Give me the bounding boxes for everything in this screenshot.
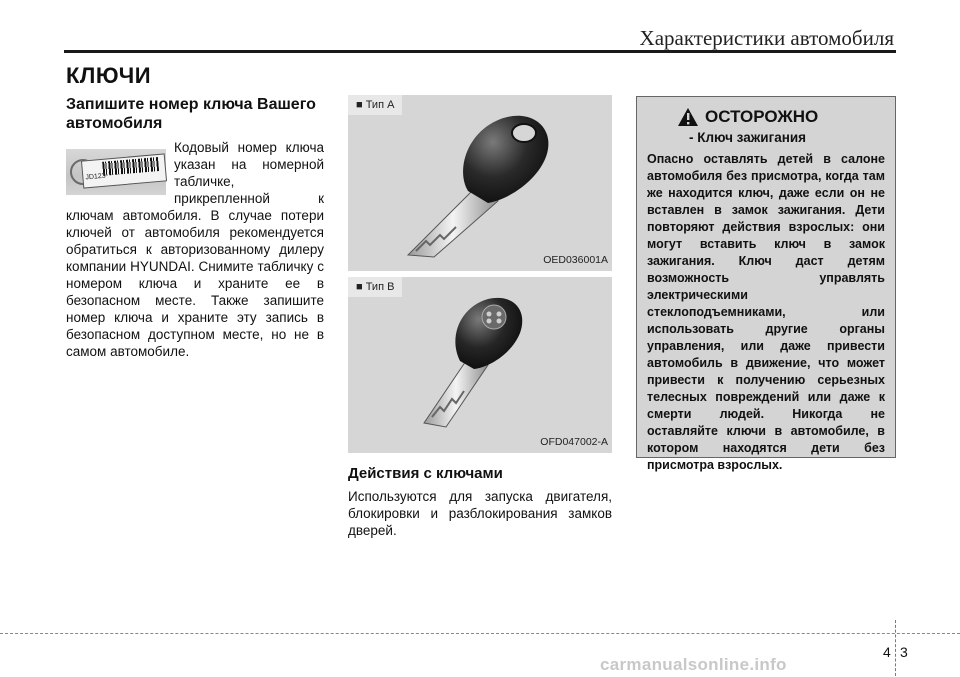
warning-subtitle: - Ключ зажигания bbox=[689, 130, 807, 145]
figure-badge: ■ Тип В bbox=[348, 277, 402, 297]
page-number: 3 bbox=[900, 644, 908, 660]
figure-code: OFD047002-A bbox=[540, 436, 608, 448]
record-text: Кодовый номер ключа указан на номерной табличке, прикрепленной к ключам автомобиля. В случае потери ключей от автомобиля рекомендуется обратиться к авторизованному дилеру компании HYUNDAI. Снимите табличку с номером ключа и храните ее в безопасном месте. Также запишите номер ключа и храните эту запись в безопасном доступном месте, но не в самом автомобиле. bbox=[66, 140, 324, 359]
warning-header bbox=[647, 107, 885, 127]
key-types-column bbox=[348, 95, 612, 539]
key-number-tag bbox=[81, 153, 167, 188]
footer-rule bbox=[0, 633, 960, 634]
watermark: carmanualsonline.info bbox=[600, 655, 787, 674]
header-rule bbox=[64, 50, 896, 53]
key-figure-type-a bbox=[348, 95, 612, 271]
page-section-number: 4 bbox=[883, 644, 891, 660]
barcode-icon bbox=[102, 157, 159, 176]
figure-code: OED036001A bbox=[543, 254, 608, 266]
key-tag-illustration bbox=[66, 149, 166, 195]
key-type-b-icon bbox=[348, 277, 612, 453]
warning-title: ОСТОРОЖНО bbox=[705, 107, 819, 126]
running-header-title: Характеристики автомобиля bbox=[639, 26, 894, 50]
figure-badge: ■ Тип А bbox=[348, 95, 402, 115]
key-figure-type-b bbox=[348, 277, 612, 453]
section-title: КЛЮЧИ bbox=[66, 63, 152, 88]
actions-heading: Действия с ключами bbox=[348, 465, 503, 482]
warning-box bbox=[636, 96, 896, 472]
tag-code: JD123 bbox=[85, 172, 106, 182]
key-type-a-icon bbox=[348, 95, 612, 271]
warning-text: Опасно оставлять детей в салоне автомобиля без присмотра, когда там же находится ключ, даже если он не вставлен в замок зажигания. Дети повторяют действия взрослых: они могут вставить ключ в замок зажигания. Ключ даст детям возможность управлять электрическими стеклоподъемниками, или использовать другие органы управления, или даже привести автомобиль в движение, что может привести к получению серьезных телесных повреждений или даже к смерти людей. Никогда не оставляйте ключи в автомобиле, в котором находятся дети без присмотра взрослых. bbox=[647, 152, 885, 472]
footer-divider bbox=[895, 620, 896, 676]
warning-triangle-icon bbox=[677, 107, 699, 127]
actions-text: Используются для запуска двигателя, блокировки и разблокирования замков дверей. bbox=[348, 489, 612, 538]
record-heading: Запишите номер ключа Вашего автомобиля bbox=[66, 96, 316, 132]
record-key-column bbox=[66, 95, 324, 360]
